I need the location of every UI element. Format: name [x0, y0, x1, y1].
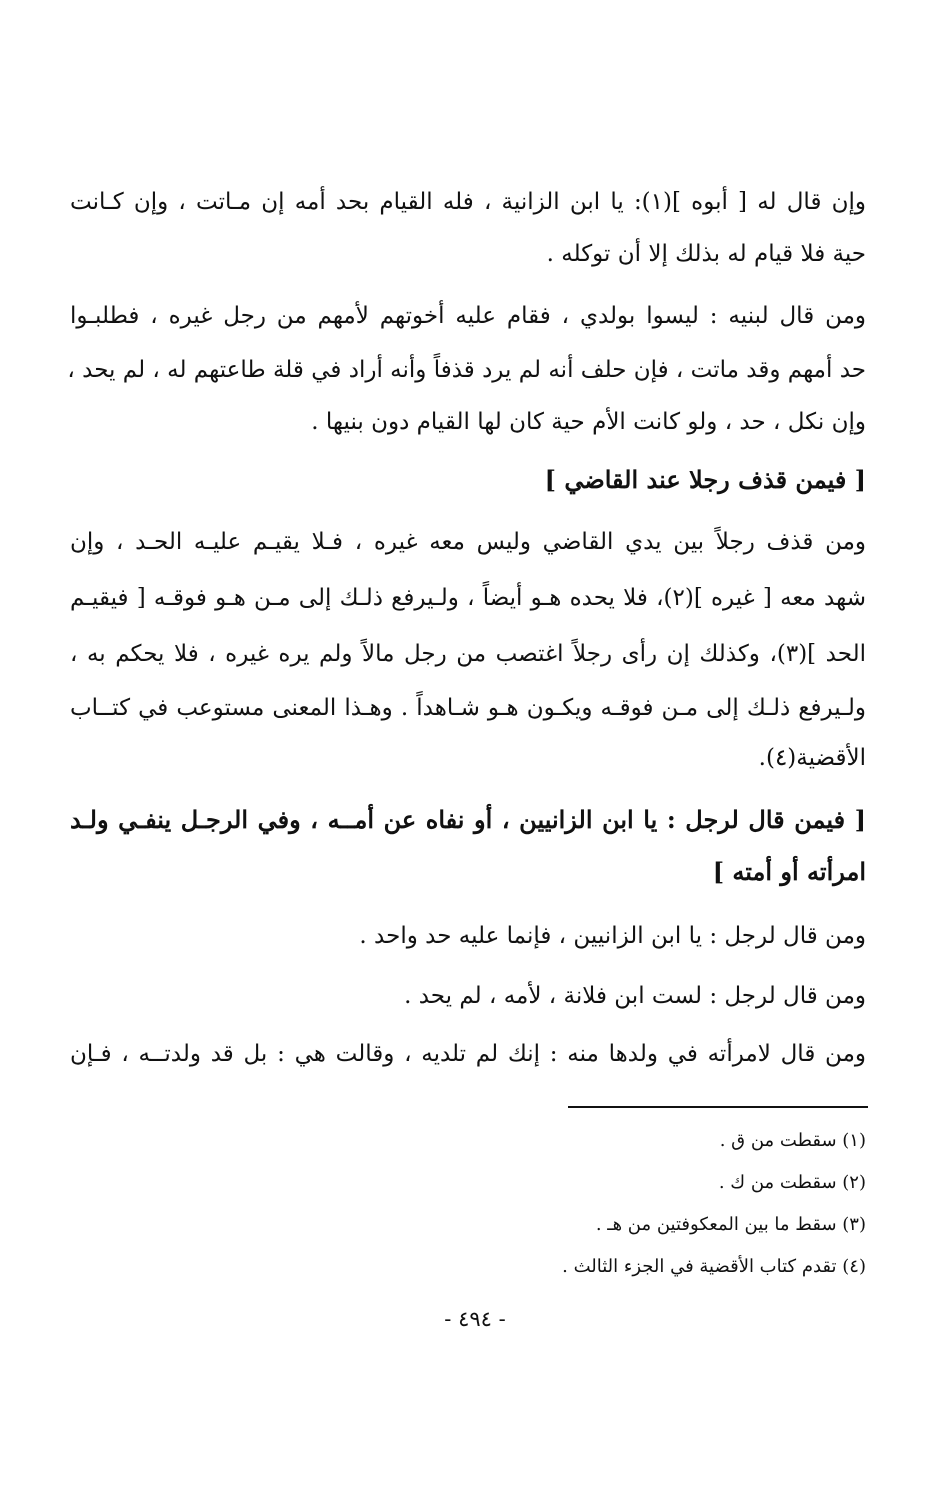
body-line: حد أمهم وقد ماتت ، فإن حلف أنه لم يرد قذفاً وأنه أراد في قلة طاعتهم له ، لم يحد ، — [67, 357, 866, 383]
body-line: ومن قذف رجلاً بين يدي القاضي وليس معه غيره ، فـلا يقيـم عليـه الحـد ، وإن — [70, 529, 866, 555]
section-heading: [ فيمن قال لرجل : يا ابن الزانيين ، أو نفاه عن أمــه ، وفي الرجـل ينفـي ولـد — [70, 805, 866, 834]
body-line: الحد ](٣)، وكذلك إن رأى رجلاً اغتصب من رجل مالاً ولم يره غيره ، فلا يحكم به ، — [70, 641, 866, 667]
body-line: الأقضية(٤). — [758, 745, 866, 771]
body-line: وإن قال له [ أبوه ](١): يا ابن الزانية ، فله القيام بحد أمه إن مـاتت ، وإن كـانت — [70, 189, 867, 215]
body-line: ومن قال لرجل : لست ابن فلانة ، لأمه ، لم يحد . — [404, 983, 866, 1009]
footnote: (٤) تقدم كتاب الأقضية في الجزء الثالث . — [562, 1256, 866, 1277]
section-heading: [ فيمن قذف رجلا عند القاضي ] — [544, 465, 866, 494]
body-line: ومن قال لبنيه : ليسوا بولدي ، فقام عليه أخوتهم لأمهم من رجل غيره ، فطلبـوا — [70, 303, 866, 329]
footnote: (٢) سقطت من ك . — [718, 1172, 866, 1193]
footnote: (٣) سقط ما بين المعكوفتين من هـ . — [595, 1214, 866, 1235]
body-line: وإن نكل ، حد ، ولو كانت الأم حية كان لها القيام دون بنيها . — [311, 409, 866, 435]
body-line: حية فلا قيام له بذلك إلا أن توكله . — [546, 241, 866, 267]
body-line: ومن قال لرجل : يا ابن الزانيين ، فإنما عليه حد واحد . — [359, 923, 866, 949]
body-line: شهد معه [ غيره ](٢)، فلا يحده هـو أيضاً ، ولـيرفع ذلـك إلى مـن هـو فوقـه [ فيقيـم — [70, 585, 866, 611]
body-line: ولـيرفع ذلـك إلى مـن فوقـه ويكـون هـو شـاهداً . وهـذا المعنى مستوعب في كتــاب — [70, 695, 866, 721]
footnote-divider — [568, 1106, 868, 1108]
section-heading: امرأته أو أمته ] — [712, 857, 866, 886]
page-number: - ٤٩٤ - — [444, 1307, 506, 1331]
footnote: (١) سقطت من ق . — [719, 1130, 866, 1151]
body-line: ومن قال لامرأته في ولدها منه : إنك لم تلديه ، وقالت هي : بل قد ولدتــه ، فـإن — [70, 1041, 866, 1067]
